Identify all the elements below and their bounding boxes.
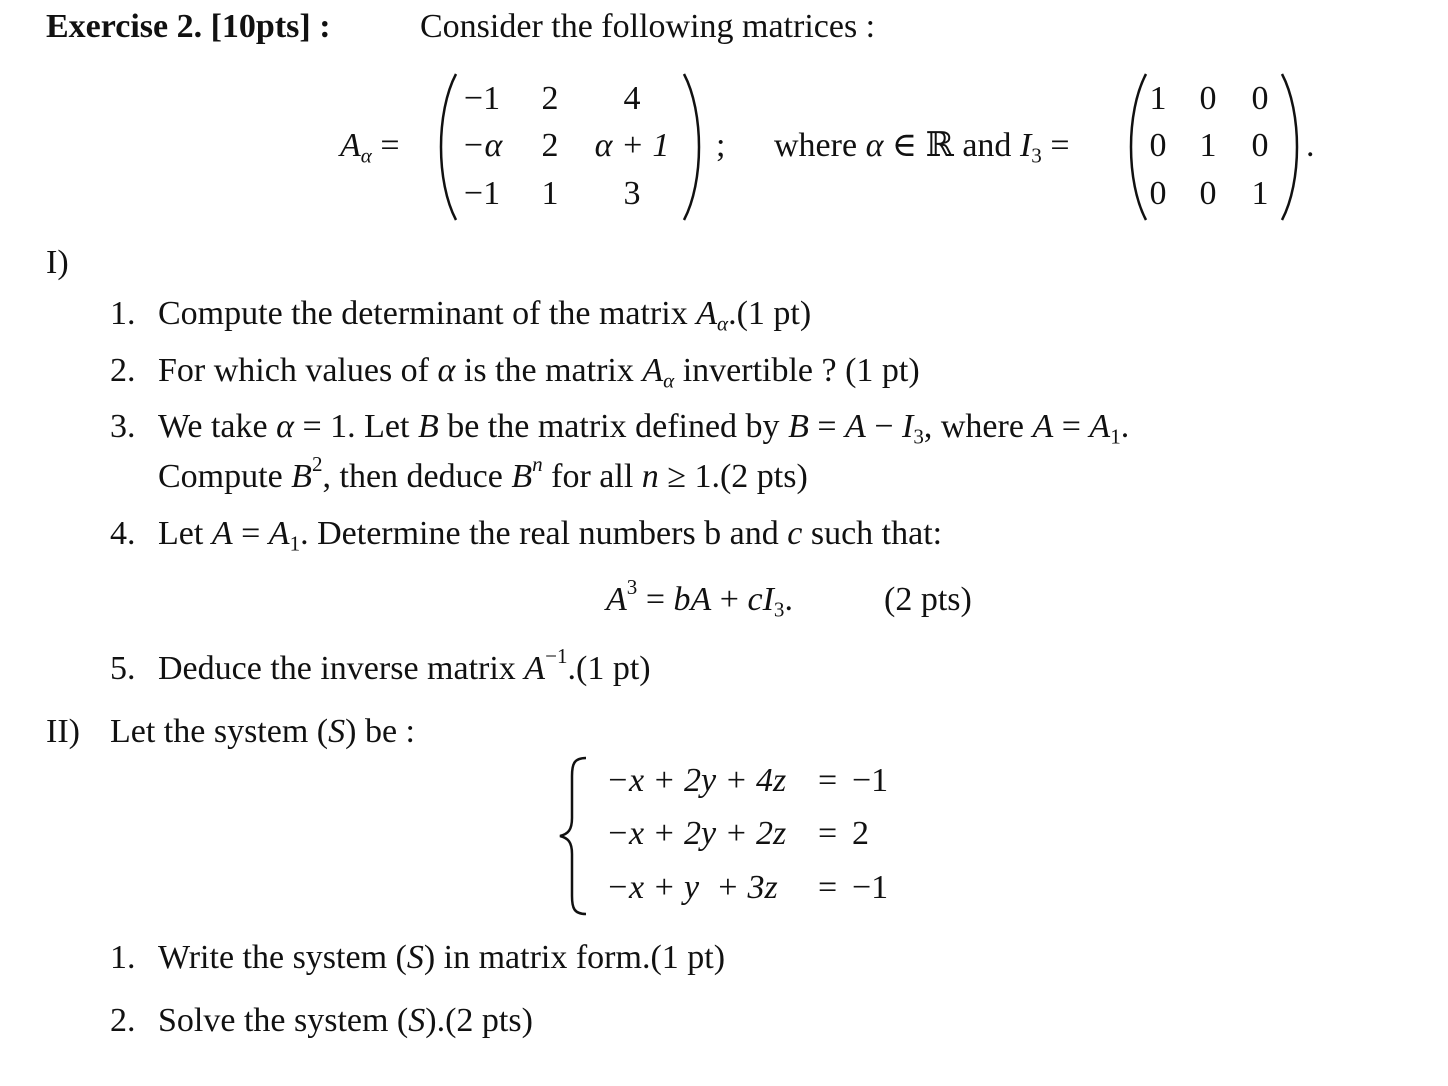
matrix-a-cell: 3 <box>623 175 641 212</box>
part2-q1-num: 1. <box>110 939 136 976</box>
part2-q2-text: Solve the system (S).(2 pts) <box>158 1002 533 1039</box>
exercise-label: Exercise 2. [10pts] : <box>46 8 331 45</box>
part1-q4-equation: $A^3$ = bA + $cI_3$. <box>606 575 793 622</box>
part1-q3-num: 3. <box>110 408 136 445</box>
system-eq-lhs: −x + 2y + 2z <box>606 815 787 852</box>
system-eq-lhs: −x + y + 3z <box>606 869 778 906</box>
matrix-i-cell: 0 <box>1251 127 1269 164</box>
matrix-a-cell: 2 <box>541 80 559 117</box>
part1-q3-line2: Compute $B^2$, then deduce $B^n$ for all n ≥ 1.(2 pts) <box>158 452 808 495</box>
matrix-a-cell: −1 <box>463 80 501 117</box>
system-eq-sign: = <box>818 869 838 906</box>
matrix-i-cell: 0 <box>1199 175 1217 212</box>
system-left-brace <box>556 756 596 916</box>
matrix-a-cell: 1 <box>541 175 559 212</box>
part1-q4-points: (2 pts) <box>884 581 972 618</box>
part1-q2-text: For which values of α is the matrix $A_\alpha$ invertible ? (1 pt) <box>158 352 920 393</box>
matrix-i-cell: 0 <box>1149 127 1167 164</box>
matrix-i-cell: 1 <box>1199 127 1217 164</box>
system-eq-lhs: −x + 2y + 4z <box>606 762 787 799</box>
part1-q4-text: Let $A = A_1$. Determine the real numbers b and c such that: <box>158 515 943 556</box>
part1-q1-num: 1. <box>110 295 136 332</box>
part2-q2-num: 2. <box>110 1002 136 1039</box>
where-clause: where α ∈ ℝ and $I_3$ = <box>774 127 1070 168</box>
exercise-intro: Consider the following matrices : <box>420 8 876 45</box>
matrix-a-left-paren <box>430 72 460 222</box>
system-eq-sign: = <box>818 815 838 852</box>
part-1-label: I) <box>46 244 69 281</box>
part-2-label: II) <box>46 713 80 750</box>
system-eq-sign: = <box>818 762 838 799</box>
matrix-a-cell: α + 1 <box>594 127 670 164</box>
part1-q5-num: 5. <box>110 650 136 687</box>
part1-q1-text: Compute the determinant of the matrix $A_\alpha.(1$ pt) <box>158 295 812 336</box>
matrix-i-cell: 1 <box>1251 175 1269 212</box>
part1-q4-num: 4. <box>110 515 136 552</box>
system-eq-rhs: −1 <box>852 869 889 906</box>
matrix-separator: ; <box>716 127 726 164</box>
matrix-i-cell: 0 <box>1199 80 1217 117</box>
matrix-a-cell: 4 <box>623 80 641 117</box>
system-eq-rhs: −1 <box>852 762 889 799</box>
matrix-a-cell: −1 <box>463 175 501 212</box>
matrix-i-left-paren <box>1120 72 1150 222</box>
matrix-a-right-paren <box>680 72 710 222</box>
part1-q3-line1: We take α = 1. Let B be the matrix defined by $B = A - I_3$, where $A = A_1$. <box>158 408 1130 449</box>
matrix-i-cell: 0 <box>1149 175 1167 212</box>
part2-intro: Let the system (S) be : <box>110 713 415 750</box>
part1-q5-text: Deduce the inverse matrix $A^{-1}.(1$ pt) <box>158 644 651 687</box>
matrix-a-label: $A_\alpha$ = <box>340 127 400 168</box>
matrix-a-cell: 2 <box>541 127 559 164</box>
system-eq-rhs: 2 <box>852 815 869 852</box>
matrix-i-cell: 0 <box>1251 80 1269 117</box>
matrix-i-cell: 1 <box>1149 80 1167 117</box>
part2-q1-text: Write the system (S) in matrix form.(1 pt) <box>158 939 726 976</box>
matrix-i-right-paren <box>1278 72 1308 222</box>
matrix-i-end: . <box>1306 127 1315 164</box>
part1-q2-num: 2. <box>110 352 136 389</box>
matrix-a-cell: −α <box>461 127 503 164</box>
